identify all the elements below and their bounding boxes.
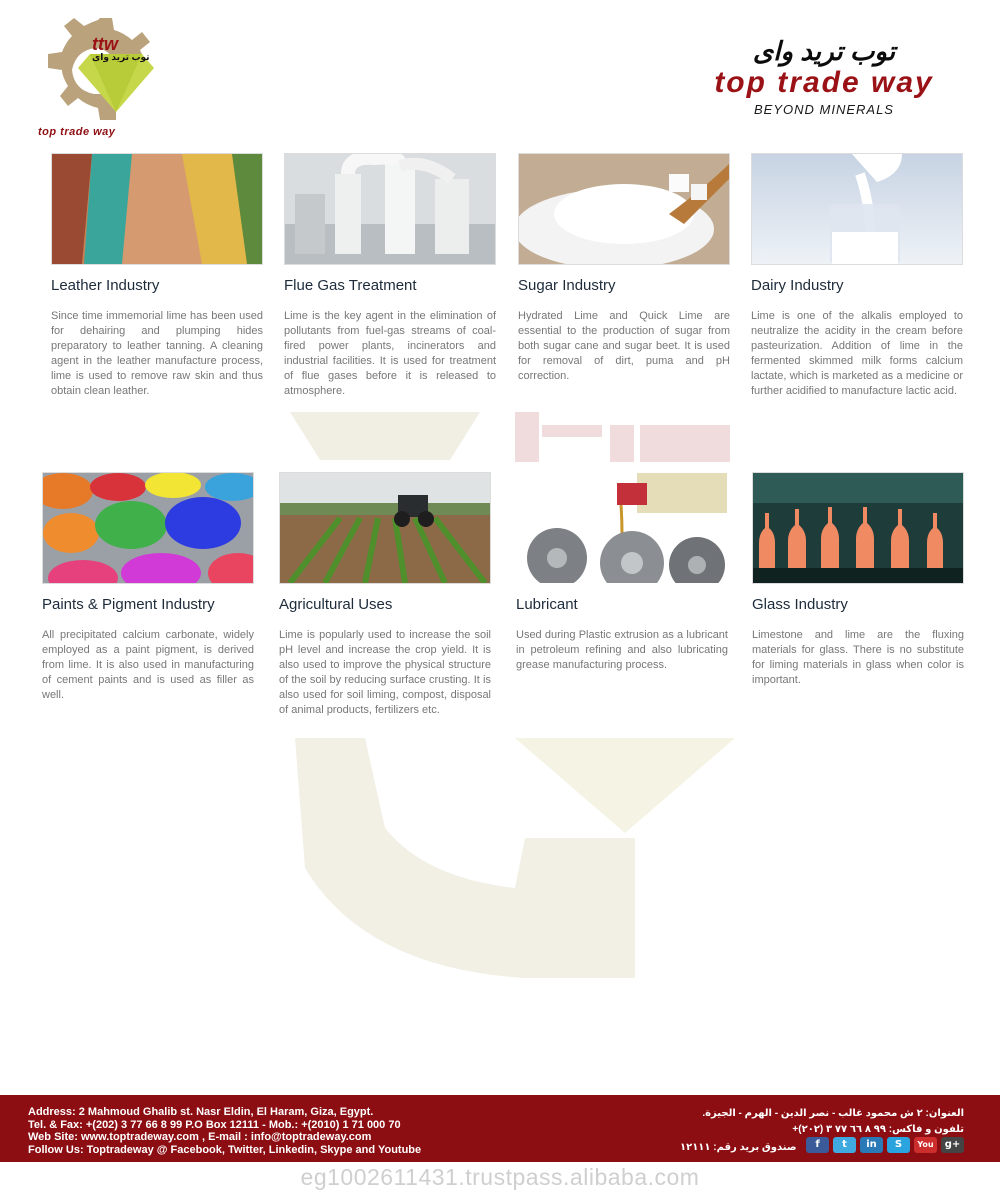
- card-text: Limestone and lime are the fluxing materials for glass. There is no substitute for liming materials in glass when color is important.: [752, 629, 964, 686]
- logo-letters: ttw: [92, 34, 118, 54]
- card-glass-industry: [752, 472, 964, 688]
- card-dairy-industry: [751, 153, 963, 399]
- gear-diamond-logo-icon: [36, 14, 166, 122]
- company-logo[interactable]: [36, 14, 166, 140]
- agriculture-image: [279, 472, 491, 584]
- card-text: All precipitated calcium carbonate, widely employed as a paint pigment, is derived from lime. It is also used in manufacturing of cement paints and is used as filler as well.: [42, 629, 254, 701]
- logo-arabic: توب تريد واى: [92, 52, 150, 62]
- trustpass-url[interactable]: eg1002611431.trustpass.alibaba.com: [300, 1164, 700, 1190]
- card-text: Hydrated Lime and Quick Lime are essential to the production of sugar from both sugar cane and sugar beet. It is used for removal of dirt, puma and pH correction.: [518, 310, 730, 382]
- card-agricultural-uses: [279, 472, 491, 718]
- card-lubricant: [516, 472, 728, 673]
- card-text: Since time immemorial lime has been used for dehairing and plumping hides preparatory to leather tanning. A cleaning agent in the leather manufacture process, lime is used to remove raw skin and thus obtain clean leather.: [51, 310, 263, 397]
- footer-contact: [28, 1106, 421, 1156]
- brand-block: [664, 36, 984, 117]
- card-title: Agricultural Uses: [279, 596, 393, 613]
- footer-arabic-pobox: صندوق بريد رقم: ١٢١١١: [680, 1142, 797, 1153]
- card-text: Lime is the key agent in the elimination of pollutants from fuel-gas streams of coal-fired power plants, incinerators and industrial facilities. It is used for treatment of flue gases before it is released to atmosphere.: [284, 310, 496, 397]
- card-leather-industry: [51, 153, 263, 399]
- footer-arabic: [702, 1106, 964, 1138]
- lubricant-image: [516, 472, 728, 584]
- card-text: Lime is popularly used to increase the soil pH level and increase the crop yield. It is also used to improve the physical structure of the soil by reducing surface crusting. It is also used for soil liming, compost, disposal of animal products, fertilizers etc.: [279, 629, 491, 716]
- footer-website[interactable]: Web Site: www.toptradeway.com , E-mail : info@toptradeway.com: [28, 1131, 372, 1143]
- card-title: Dairy Industry: [751, 277, 844, 294]
- card-title: Lubricant: [516, 596, 578, 613]
- sugar-image: [518, 153, 730, 265]
- watermark-gear-top: [280, 410, 740, 465]
- brand-subtitle: BEYOND MINERALS: [754, 102, 894, 117]
- youtube-icon[interactable]: You: [914, 1137, 937, 1153]
- footer: [0, 1095, 1000, 1162]
- footer-address: Address: 2 Mahmoud Ghalib st. Nasr Eldin, El Haram, Giza, Egypt.: [28, 1106, 374, 1118]
- footer-arabic-address: العنوان: ٢ ش محمود غالب - نصر الدين - الهرم - الجيزة.: [702, 1108, 964, 1119]
- social-icons: [806, 1137, 964, 1153]
- skype-icon[interactable]: S: [887, 1137, 910, 1153]
- paints-image: [42, 472, 254, 584]
- card-flue-gas-treatment: [284, 153, 496, 399]
- linkedin-icon[interactable]: in: [860, 1137, 883, 1153]
- watermark-gear-bottom: [285, 738, 735, 983]
- glass-image: [752, 472, 964, 584]
- card-title: Glass Industry: [752, 596, 848, 613]
- dairy-image: [751, 153, 963, 265]
- card-title: Sugar Industry: [518, 277, 616, 294]
- card-sugar-industry: [518, 153, 730, 384]
- card-title: Leather Industry: [51, 277, 160, 294]
- card-title: Flue Gas Treatment: [284, 277, 417, 294]
- brand-english: top trade way: [714, 66, 934, 99]
- footer-arabic-phone: تلفون و فاكس: ٩٩ ٨ ٦٦ ٧٧ ٣ (٢٠٢)+: [792, 1124, 964, 1135]
- twitter-icon[interactable]: t: [833, 1137, 856, 1153]
- card-title: Paints & Pigment Industry: [42, 596, 215, 613]
- brand-arabic: توب تريد واى: [752, 36, 896, 66]
- card-text: Used during Plastic extrusion as a lubricant in petroleum refining and also lubricating grease manufacturing process.: [516, 629, 728, 671]
- card-text: Lime is one of the alkalis employed to neutralize the acidity in the cream before pasteurization. Addition of lime in the fermented skimmed milk forms calcium lactate, which is marketed as a medicine or further acidified to manufacture lactic acid.: [751, 310, 963, 397]
- card-paints-pigment-industry: [42, 472, 254, 703]
- facebook-icon[interactable]: f: [806, 1137, 829, 1153]
- google-plus-icon[interactable]: g+: [941, 1137, 964, 1153]
- footer-phone: Tel. & Fax: +(202) 3 77 66 8 99 P.O Box 12111 - Mob.: +(2010) 1 71 000 70: [28, 1118, 401, 1131]
- logo-tagline: top trade way: [38, 126, 116, 138]
- leather-image: [51, 153, 263, 265]
- flue-gas-image: [284, 153, 496, 265]
- footer-follow: Follow Us: Toptradeway @ Facebook, Twitter, Linkedin, Skype and Youtube: [28, 1143, 422, 1156]
